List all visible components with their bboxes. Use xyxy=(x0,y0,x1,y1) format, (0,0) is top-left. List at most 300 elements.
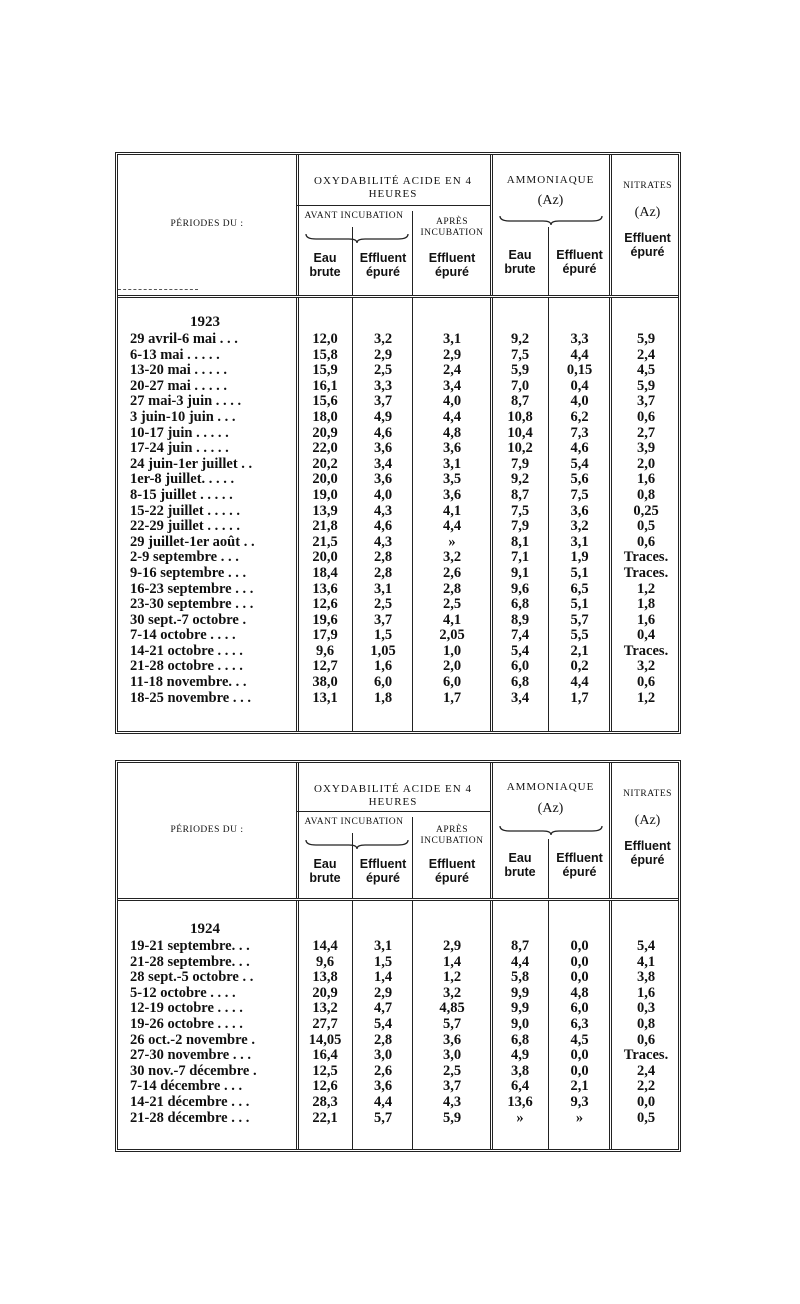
sub-oxy-avant-effluent: Effluent épuré xyxy=(359,251,407,280)
value-cell: 1,8 xyxy=(636,596,656,613)
sub-ammo-effluent: Effluent épuré xyxy=(556,851,603,880)
period-cell: 26 oct.-2 novembre . xyxy=(130,1031,255,1048)
value-cell: 1,05 xyxy=(370,642,396,659)
value-cell: 0,25 xyxy=(633,502,659,519)
sub-ammo-effluent: Effluent épuré xyxy=(556,248,603,277)
value-cell: 15,9 xyxy=(312,362,338,379)
value-cell: 5,5 xyxy=(570,627,589,644)
value-cell: 10,8 xyxy=(507,408,533,425)
value-cell: 3,8 xyxy=(510,1062,530,1079)
value-cell: 1,4 xyxy=(442,953,462,970)
ammo-header: AMMONIAQUE xyxy=(506,174,595,186)
value-cell: 0,8 xyxy=(636,486,656,503)
period-cell: 29 avril-6 mai . . . xyxy=(130,331,238,347)
oxy-header: OXYDABILITÉ ACIDE EN 4 HEURES xyxy=(314,783,472,808)
sub-ammo-eau-brute: Eau brute xyxy=(504,248,536,277)
value-cell: 14,4 xyxy=(312,938,338,954)
value-cell: 0,2 xyxy=(570,658,589,675)
value-cell: 3,1 xyxy=(570,533,589,550)
table-header xyxy=(118,763,678,901)
column-ammo-eff xyxy=(550,939,609,1126)
period-cell: 19-26 octobre . . . . xyxy=(130,1015,243,1032)
value-cell: Traces. xyxy=(623,549,669,566)
period-cell: 21-28 décembre . . . xyxy=(130,1109,250,1126)
table-body xyxy=(118,901,678,1149)
value-cell: 7,9 xyxy=(510,455,530,472)
value-cell: 4,4 xyxy=(570,346,589,363)
value-cell: 12,6 xyxy=(312,1078,338,1095)
column-ammo-eau xyxy=(492,332,548,706)
value-cell: » xyxy=(575,1109,584,1126)
value-cell: 0,4 xyxy=(570,377,589,394)
value-cell: 9,3 xyxy=(570,1093,589,1110)
value-cell: 0,15 xyxy=(566,362,593,379)
value-cell: 5,8 xyxy=(510,969,530,986)
value-cell: 1,8 xyxy=(373,689,393,706)
value-cell: 4,9 xyxy=(373,408,393,425)
value-cell: 6,0 xyxy=(570,1000,589,1017)
value-cell: 3,6 xyxy=(373,1078,393,1095)
period-cell: 28 sept.-5 octobre . . xyxy=(130,969,254,986)
value-cell: 2,9 xyxy=(373,346,393,363)
value-cell: 3,4 xyxy=(373,455,393,472)
value-cell: 4,6 xyxy=(373,424,393,441)
column-oxy-apres-eff xyxy=(414,939,490,1126)
value-cell: 20,0 xyxy=(312,549,338,566)
column-nitrates xyxy=(611,939,681,1126)
sub-oxy-apres-effluent: Effluent épuré xyxy=(428,251,476,280)
value-cell: 9,6 xyxy=(315,953,335,970)
value-cell: 4,8 xyxy=(570,984,589,1001)
value-cell: 0,0 xyxy=(570,938,589,954)
value-cell: 6,3 xyxy=(570,1015,589,1032)
value-cell: 0,4 xyxy=(636,627,656,644)
column-oxy-avant-eff xyxy=(354,332,412,706)
period-cell: 17-24 juin . . . . . xyxy=(130,440,229,457)
value-cell: 6,0 xyxy=(442,674,462,691)
value-cell: 1,2 xyxy=(636,689,656,706)
value-cell: 8,9 xyxy=(510,611,530,628)
value-cell: 5,4 xyxy=(510,642,530,659)
value-cell: 3,4 xyxy=(510,689,530,706)
value-cell: 21,5 xyxy=(312,533,338,550)
value-cell: 2,9 xyxy=(373,984,393,1001)
value-cell: 3,6 xyxy=(442,486,462,503)
value-cell: 4,4 xyxy=(570,674,589,691)
value-cell: 4,1 xyxy=(442,611,462,628)
value-cell: 20,9 xyxy=(312,424,338,441)
value-cell: 5,9 xyxy=(636,331,656,347)
sub-oxy-eau-brute: Eau brute xyxy=(309,857,341,886)
column-oxy-avant-eau xyxy=(298,332,352,706)
column-oxy-avant-eau xyxy=(298,939,352,1126)
value-cell: 2,1 xyxy=(570,642,589,659)
period-cell: 21-28 octobre . . . . xyxy=(130,658,243,675)
value-cell: 2,4 xyxy=(636,346,656,363)
value-cell: 2,6 xyxy=(442,564,462,581)
value-cell: 1,5 xyxy=(373,953,393,970)
value-cell: 7,3 xyxy=(570,424,589,441)
value-cell: 20,2 xyxy=(312,455,338,472)
value-cell: 1,6 xyxy=(373,658,393,675)
value-cell: 1,9 xyxy=(570,549,589,566)
value-cell: 0,6 xyxy=(636,533,656,550)
value-cell: 7,1 xyxy=(510,549,530,566)
nitrates-az-label: (Az) xyxy=(634,813,661,828)
value-cell: 5,7 xyxy=(373,1109,393,1126)
ammo-brace xyxy=(498,823,604,837)
value-cell: 0,6 xyxy=(636,408,656,425)
value-cell: 13,9 xyxy=(312,502,338,519)
period-cell: 7-14 octobre . . . . xyxy=(130,627,236,644)
period-cell: 15-22 juillet . . . . . xyxy=(130,502,240,519)
period-cell: 3 juin-10 juin . . . xyxy=(130,408,236,425)
value-cell: 2,8 xyxy=(373,549,393,566)
value-cell: 5,9 xyxy=(510,362,530,379)
value-cell: » xyxy=(448,533,456,550)
value-cell: 3,7 xyxy=(373,393,393,410)
value-cell: 13,8 xyxy=(312,969,338,986)
avant-brace xyxy=(304,231,410,245)
value-cell: 3,9 xyxy=(636,440,656,457)
value-cell: 6,5 xyxy=(570,580,589,597)
period-cell: 21-28 septembre. . . xyxy=(130,953,250,970)
value-cell: 15,8 xyxy=(312,346,338,363)
period-cell: 1er-8 juillet. . . . . xyxy=(130,471,235,488)
column-periods xyxy=(130,332,296,706)
value-cell: 4,0 xyxy=(373,486,393,503)
value-cell: 4,6 xyxy=(373,518,393,535)
period-header: PÉRIODES DU : xyxy=(170,825,244,835)
value-cell: 2,5 xyxy=(373,362,393,379)
value-cell: 1,5 xyxy=(373,627,393,644)
apres-header: APRÈS INCUBATION xyxy=(420,825,484,846)
value-cell: 0,5 xyxy=(636,1109,656,1126)
value-cell: 6,4 xyxy=(510,1078,530,1095)
value-cell: 4,6 xyxy=(570,440,589,457)
value-cell: 9,9 xyxy=(510,984,530,1001)
value-cell: 1,6 xyxy=(636,471,656,488)
period-cell: 7-14 décembre . . . xyxy=(130,1078,243,1095)
value-cell: 3,0 xyxy=(373,1047,393,1064)
period-cell: 16-23 septembre . . . xyxy=(130,580,254,597)
value-cell: 4,3 xyxy=(373,502,393,519)
value-cell: 3,7 xyxy=(442,1078,462,1095)
value-cell: 3,6 xyxy=(373,440,393,457)
value-cell: 13,6 xyxy=(312,580,338,597)
value-cell: Traces. xyxy=(623,1047,669,1064)
value-cell: 2,7 xyxy=(636,424,656,441)
value-cell: 19,0 xyxy=(312,486,338,503)
nitrates-header: NITRATES xyxy=(623,789,672,799)
value-cell: 6,2 xyxy=(570,408,589,425)
value-cell: 2,0 xyxy=(636,455,656,472)
value-cell: 4,9 xyxy=(510,1047,530,1064)
value-cell: 3,1 xyxy=(442,455,462,472)
value-cell: 9,2 xyxy=(510,471,530,488)
value-cell: 0,6 xyxy=(636,674,656,691)
value-cell: 5,4 xyxy=(636,938,656,954)
period-cell: 11-18 novembre. . . xyxy=(130,674,247,691)
value-cell: 6,8 xyxy=(510,674,530,691)
table-1923 xyxy=(115,152,681,734)
value-cell: 1,2 xyxy=(636,580,656,597)
value-cell: 3,7 xyxy=(636,393,656,410)
value-cell: 1,6 xyxy=(636,984,656,1001)
period-cell: 27-30 novembre . . . xyxy=(130,1047,251,1064)
value-cell: 5,9 xyxy=(636,377,656,394)
sub-oxy-apres-effluent: Effluent épuré xyxy=(428,857,476,886)
value-cell: 3,3 xyxy=(570,331,589,347)
value-cell: 9,6 xyxy=(315,642,335,659)
column-periods xyxy=(130,939,296,1126)
column-ammo-eff xyxy=(550,332,609,706)
value-cell: 4,4 xyxy=(442,408,462,425)
value-cell: 0,3 xyxy=(636,1000,656,1017)
apres-header: APRÈS INCUBATION xyxy=(420,217,484,238)
value-cell: 2,8 xyxy=(442,580,462,597)
value-cell: 9,6 xyxy=(510,580,530,597)
value-cell: 18,4 xyxy=(312,564,338,581)
table-body xyxy=(118,298,678,731)
column-oxy-apres-eff xyxy=(414,332,490,706)
value-cell: 2,8 xyxy=(373,1031,393,1048)
value-cell: 38,0 xyxy=(312,674,338,691)
value-cell: 3,7 xyxy=(373,611,393,628)
sub-oxy-eau-brute: Eau brute xyxy=(309,251,341,280)
value-cell: 5,9 xyxy=(442,1109,462,1126)
value-cell: 3,6 xyxy=(373,471,393,488)
value-cell: 4,3 xyxy=(442,1093,462,1110)
period-cell: 23-30 septembre . . . xyxy=(130,596,254,613)
avant-header: AVANT INCUBATION xyxy=(304,817,404,827)
ammo-brace xyxy=(498,213,604,227)
value-cell: 4,0 xyxy=(570,393,589,410)
value-cell: 4,85 xyxy=(439,1000,465,1017)
value-cell: 3,4 xyxy=(442,377,462,394)
period-cell: 9-16 septembre . . . xyxy=(130,564,247,581)
period-cell: 24 juin-1er juillet . . xyxy=(130,455,253,472)
year-label: 1923 xyxy=(190,314,220,330)
value-cell: 7,5 xyxy=(510,346,530,363)
value-cell: 2,9 xyxy=(442,938,462,954)
value-cell: 2,1 xyxy=(570,1078,589,1095)
column-nitrates xyxy=(611,332,681,706)
value-cell: 0,0 xyxy=(636,1093,656,1110)
value-cell: 0,0 xyxy=(570,953,589,970)
value-cell: 20,9 xyxy=(312,984,338,1001)
value-cell: 2,05 xyxy=(439,627,465,644)
value-cell: 2,9 xyxy=(442,346,462,363)
value-cell: 1,6 xyxy=(636,611,656,628)
value-cell: 8,7 xyxy=(510,486,530,503)
period-cell: 12-19 octobre . . . . xyxy=(130,1000,243,1017)
value-cell: 12,7 xyxy=(312,658,338,675)
value-cell: 9,2 xyxy=(510,331,530,347)
value-cell: 13,1 xyxy=(312,689,338,706)
period-cell: 8-15 juillet . . . . . xyxy=(130,486,233,503)
value-cell: 3,6 xyxy=(442,1031,462,1048)
value-cell: 10,4 xyxy=(507,424,533,441)
value-cell: 0,8 xyxy=(636,1015,656,1032)
value-cell: 4,5 xyxy=(570,1031,589,1048)
value-cell: 13,6 xyxy=(507,1093,533,1110)
value-cell: 7,5 xyxy=(510,502,530,519)
period-cell: 6-13 mai . . . . . xyxy=(130,346,220,363)
period-cell: 19-21 septembre. . . xyxy=(130,938,250,954)
period-cell: 20-27 mai . . . . . xyxy=(130,377,228,394)
value-cell: 2,0 xyxy=(442,658,462,675)
value-cell: 2,6 xyxy=(373,1062,393,1079)
value-cell: 3,2 xyxy=(570,518,589,535)
period-cell: 18-25 novembre . . . xyxy=(130,689,251,706)
value-cell: 7,4 xyxy=(510,627,530,644)
value-cell: 2,2 xyxy=(636,1078,656,1095)
value-cell: 2,5 xyxy=(442,1062,462,1079)
oxy-header: OXYDABILITÉ ACIDE EN 4 HEURES xyxy=(314,175,472,200)
value-cell: 1,7 xyxy=(442,689,462,706)
value-cell: 19,6 xyxy=(312,611,338,628)
value-cell: 9,1 xyxy=(510,564,530,581)
value-cell: 3,8 xyxy=(636,969,656,986)
value-cell: 7,0 xyxy=(510,377,530,394)
column-ammo-eau xyxy=(492,939,548,1126)
table-header xyxy=(118,155,678,298)
value-cell: 5,1 xyxy=(570,564,589,581)
sub-oxy-avant-effluent: Effluent épuré xyxy=(359,857,407,886)
value-cell: 20,0 xyxy=(312,471,338,488)
period-cell: 13-20 mai . . . . . xyxy=(130,362,228,379)
value-cell: 1,0 xyxy=(442,642,462,659)
value-cell: 0,0 xyxy=(570,969,589,986)
period-cell: 27 mai-3 juin . . . . xyxy=(130,393,242,410)
period-cell: 30 nov.-7 décembre . xyxy=(130,1062,257,1079)
column-oxy-avant-eff xyxy=(354,939,412,1126)
value-cell: 2,4 xyxy=(442,362,462,379)
value-cell: 10,2 xyxy=(507,440,533,457)
value-cell: 4,1 xyxy=(636,953,656,970)
value-cell: 18,0 xyxy=(312,408,338,425)
value-cell: 12,5 xyxy=(312,1062,338,1079)
value-cell: 3,1 xyxy=(442,331,462,347)
value-cell: 13,2 xyxy=(312,1000,338,1017)
period-cell: 29 juillet-1er août . . xyxy=(130,533,255,550)
period-cell: 22-29 juillet . . . . . xyxy=(130,518,240,535)
value-cell: 27,7 xyxy=(312,1015,338,1032)
value-cell: 4,4 xyxy=(442,518,462,535)
value-cell: 12,0 xyxy=(312,331,338,347)
ammo-az-label: (Az) xyxy=(537,801,564,816)
value-cell: 21,8 xyxy=(312,518,338,535)
sub-ammo-eau-brute: Eau brute xyxy=(504,851,536,880)
value-cell: 5,4 xyxy=(373,1015,393,1032)
ammo-header: AMMONIAQUE xyxy=(506,781,595,793)
value-cell: 28,3 xyxy=(312,1093,338,1110)
period-cell: 14-21 décembre . . . xyxy=(130,1093,250,1110)
value-cell: 16,1 xyxy=(312,377,338,394)
value-cell: 6,0 xyxy=(510,658,530,675)
value-cell: 9,0 xyxy=(510,1015,530,1032)
value-cell: » xyxy=(516,1109,524,1126)
value-cell: 3,2 xyxy=(373,331,393,347)
value-cell: 6,8 xyxy=(510,596,530,613)
value-cell: 3,6 xyxy=(570,502,589,519)
value-cell: 5,6 xyxy=(570,471,589,488)
value-cell: 5,1 xyxy=(570,596,589,613)
period-cell: 5-12 octobre . . . . xyxy=(130,984,236,1001)
value-cell: 3,1 xyxy=(373,580,393,597)
value-cell: 14,05 xyxy=(308,1031,342,1048)
ammo-az-label: (Az) xyxy=(537,193,564,208)
value-cell: 4,0 xyxy=(442,393,462,410)
table-1924 xyxy=(115,760,681,1152)
value-cell: 4,1 xyxy=(442,502,462,519)
value-cell: 4,7 xyxy=(373,1000,393,1017)
value-cell: 1,4 xyxy=(373,969,393,986)
value-cell: 22,1 xyxy=(312,1109,338,1126)
value-cell: 1,2 xyxy=(442,969,462,986)
value-cell: 7,9 xyxy=(510,518,530,535)
value-cell: 2,8 xyxy=(373,564,393,581)
value-cell: 5,7 xyxy=(442,1015,462,1032)
value-cell: 6,8 xyxy=(510,1031,530,1048)
value-cell: 0,6 xyxy=(636,1031,656,1048)
period-cell: 14-21 octobre . . . . xyxy=(130,642,243,659)
value-cell: 2,5 xyxy=(373,596,393,613)
value-cell: 2,5 xyxy=(442,596,462,613)
value-cell: 3,5 xyxy=(442,471,462,488)
value-cell: 5,7 xyxy=(570,611,589,628)
value-cell: 4,4 xyxy=(373,1093,393,1110)
value-cell: 3,0 xyxy=(442,1047,462,1064)
value-cell: 0,5 xyxy=(636,518,656,535)
value-cell: 4,5 xyxy=(636,362,656,379)
value-cell: 16,4 xyxy=(312,1047,338,1064)
value-cell: 9,9 xyxy=(510,1000,530,1017)
value-cell: Traces. xyxy=(623,564,669,581)
value-cell: 8,7 xyxy=(510,938,530,954)
period-cell: 10-17 juin . . . . . xyxy=(130,424,229,441)
value-cell: 2,4 xyxy=(636,1062,656,1079)
value-cell: 0,0 xyxy=(570,1047,589,1064)
period-header: PÉRIODES DU : xyxy=(170,219,244,229)
period-cell: 30 sept.-7 octobre . xyxy=(130,611,247,628)
value-cell: 3,3 xyxy=(373,377,393,394)
nitrates-az-label: (Az) xyxy=(634,205,661,220)
value-cell: 4,4 xyxy=(510,953,530,970)
avant-header: AVANT INCUBATION xyxy=(304,211,404,221)
value-cell: 3,6 xyxy=(442,440,462,457)
year-label: 1924 xyxy=(190,921,220,937)
nitrates-header: NITRATES xyxy=(623,181,672,191)
value-cell: 3,2 xyxy=(442,984,462,1001)
period-cell: 2-9 septembre . . . xyxy=(130,549,239,566)
value-cell: 6,0 xyxy=(373,674,393,691)
value-cell: 22,0 xyxy=(312,440,338,457)
value-cell: 12,6 xyxy=(312,596,338,613)
value-cell: 5,4 xyxy=(570,455,589,472)
nitrates-sub: Effluent épuré xyxy=(624,839,671,868)
value-cell: 17,9 xyxy=(312,627,338,644)
value-cell: Traces. xyxy=(623,642,669,659)
value-cell: 3,2 xyxy=(442,549,462,566)
value-cell: 7,5 xyxy=(570,486,589,503)
value-cell: 3,2 xyxy=(636,658,656,675)
avant-brace xyxy=(304,837,410,851)
value-cell: 15,6 xyxy=(312,393,338,410)
nitrates-sub: Effluent épuré xyxy=(624,231,671,260)
value-cell: 0,0 xyxy=(570,1062,589,1079)
